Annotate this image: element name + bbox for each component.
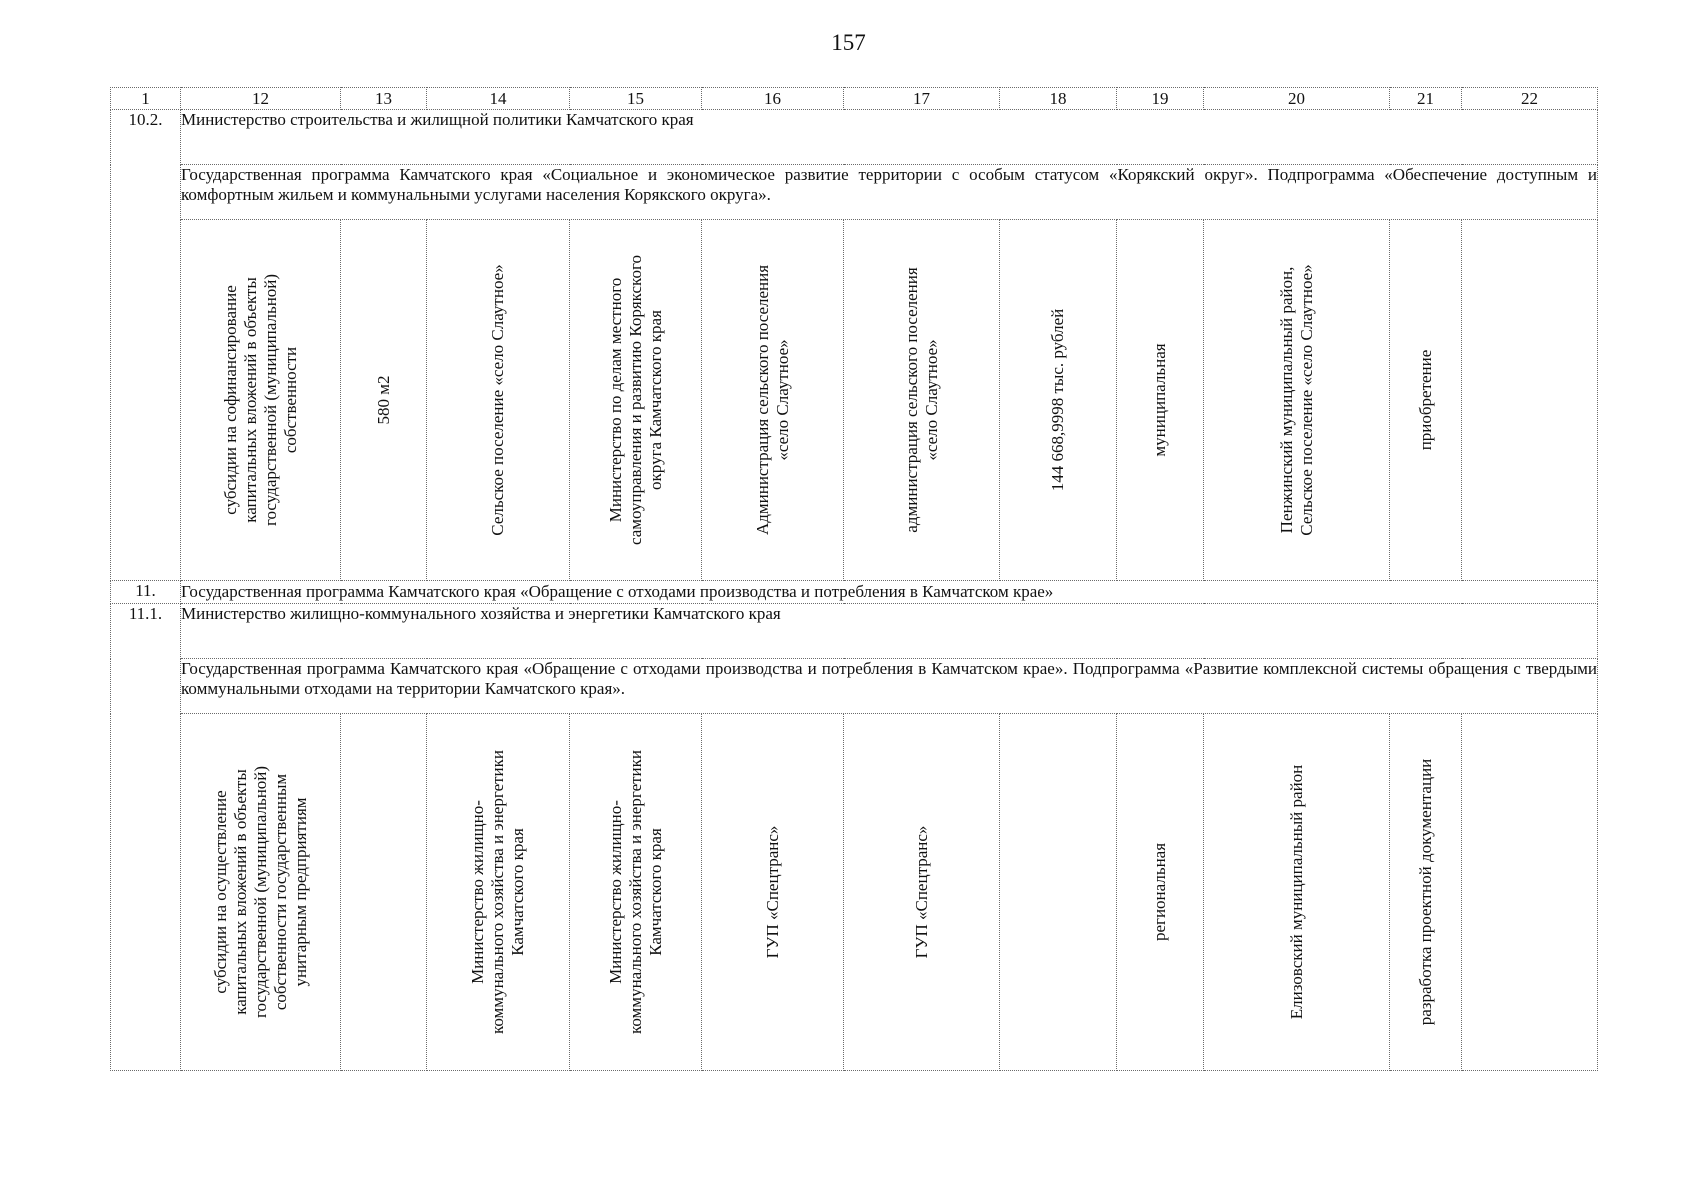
row-11 <box>111 581 1598 604</box>
col-header: 13 <box>341 88 427 110</box>
row-10-2-ministry <box>111 110 1598 165</box>
col-header: 18 <box>1000 88 1117 110</box>
col-header: 17 <box>844 88 1000 110</box>
col-header: 1 <box>111 88 181 110</box>
row-11-1-program <box>111 659 1598 714</box>
row-11-1-details <box>111 714 1598 1071</box>
cell-responsible-authority: Министерство по делам местного самоуправления и развитию Корякского округа Камчатского края <box>570 220 702 581</box>
page-number: 157 <box>831 30 866 55</box>
cell-direction: приобретение <box>1390 220 1462 581</box>
row-number: 11. <box>111 581 181 604</box>
cell-customer: ГУП «Спецтранс» <box>702 714 844 1071</box>
ministry-name: Министерство жилищно-коммунального хозяйства и энергетики Камчатского края <box>181 604 1598 659</box>
row-10-2-program <box>111 165 1598 220</box>
cell-direction: разработка проектной документации <box>1390 714 1462 1071</box>
cell-cost: 144 668,9998 тыс. рублей <box>1000 220 1117 581</box>
cell-empty <box>1000 714 1117 1071</box>
col-header: 19 <box>1117 88 1204 110</box>
header-row <box>111 88 1598 110</box>
col-header: 20 <box>1204 88 1390 110</box>
cell-empty <box>1462 220 1598 581</box>
cell-location: Елизовский муниципальный район <box>1204 714 1390 1071</box>
cell-developer: ГУП «Спецтранс» <box>844 714 1000 1071</box>
program-name: Государственная программа Камчатского края «Обращение с отходами производства и потребления в Камчатском крае» <box>181 581 1598 604</box>
cell-purpose: субсидии на осуществление капитальных вложений в объекты государственной (муниципальной) собственности государственным унитарным предприятиям <box>181 714 341 1071</box>
cell-ownership: муниципальная <box>1117 220 1204 581</box>
row-11-1-ministry <box>111 604 1598 659</box>
cell-ownership: региональная <box>1117 714 1204 1071</box>
cell-responsible-authority: Министерство жилищно- коммунального хозяйства и энергетики Камчатского края <box>570 714 702 1071</box>
col-header: 14 <box>427 88 570 110</box>
ministry-name: Министерство строительства и жилищной политики Камчатского края <box>181 110 1598 165</box>
col-header: 16 <box>702 88 844 110</box>
cell-location: Пенжинский муниципальный район, Сельское поселение «село Слаутное» <box>1204 220 1390 581</box>
row-number: 11.1. <box>111 604 181 1071</box>
cell-customer: Администрация сельского поселения «село Слаутное» <box>702 220 844 581</box>
cell-purpose: субсидии на софинансирование капитальных вложений в объекты государственной (муниципальной) собственности <box>181 220 341 581</box>
row-number: 10.2. <box>111 110 181 581</box>
document-table <box>110 87 1598 1071</box>
cell-settlement: Министерство жилищно- коммунального хозяйства и энергетики Камчатского края <box>427 714 570 1071</box>
col-header: 21 <box>1390 88 1462 110</box>
program-name: Государственная программа Камчатского края «Обращение с отходами производства и потребления в Камчатском крае». Подпрограмма «Развитие комплексной системы обращения с твердыми коммунальными отходами на территории Камчатского края». <box>181 659 1598 714</box>
col-header: 22 <box>1462 88 1598 110</box>
cell-empty <box>1462 714 1598 1071</box>
col-header: 15 <box>570 88 702 110</box>
cell-developer: администрация сельского поселения «село Слаутное» <box>844 220 1000 581</box>
cell-capacity: 580 м2 <box>341 220 427 581</box>
program-name: Государственная программа Камчатского края «Социальное и экономическое развитие территории с особым статусом «Корякский округ». Подпрограмма «Обеспечение доступным и комфортным жильем и коммунальными услугами населения Корякского округа». <box>181 165 1598 220</box>
col-header: 12 <box>181 88 341 110</box>
row-10-2-details <box>111 220 1598 581</box>
cell-empty <box>341 714 427 1071</box>
cell-settlement: Сельское поселение «село Слаутное» <box>427 220 570 581</box>
